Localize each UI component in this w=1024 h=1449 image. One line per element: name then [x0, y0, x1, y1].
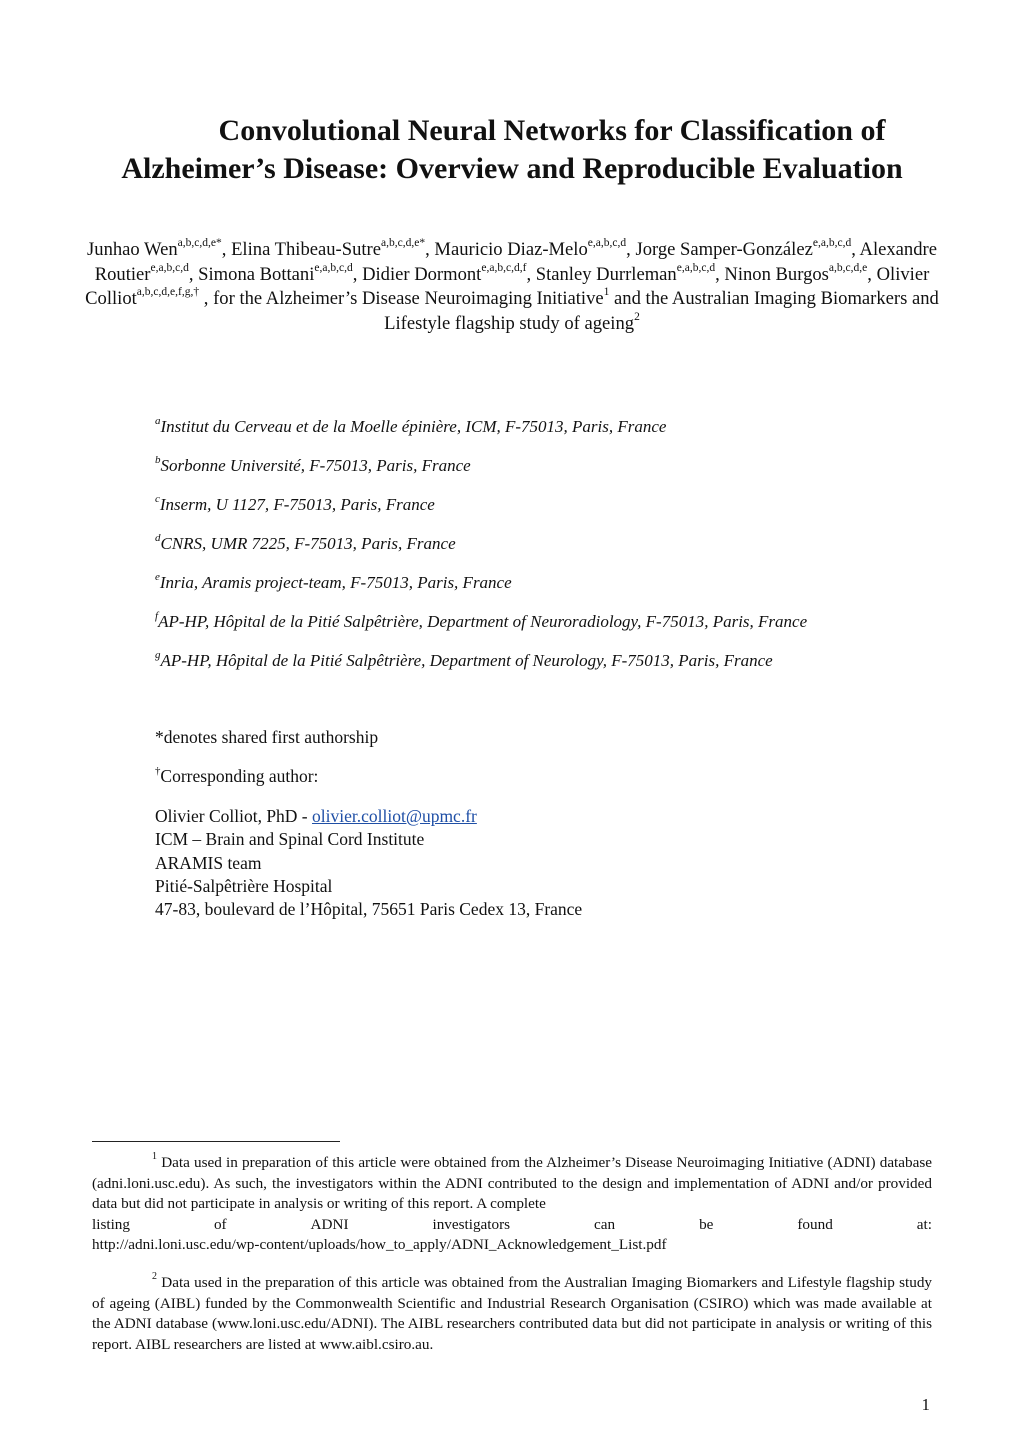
footnote-1-spread-line: listing of ADNI investigators can be found at: — [92, 1215, 932, 1233]
contact-line: 47-83, boulevard de l’Hôpital, 75651 Paris Cedex 13, France — [155, 899, 583, 920]
page-number: 1 — [921, 1395, 930, 1414]
author: Mauricio Diaz-Melo$^{e,a,b,c,d}$, — [434, 237, 636, 260]
footnote-separator — [92, 1141, 340, 1142]
author-list — [84, 238, 940, 336]
author: Olivier Colliot$^{a,b,c,d,e,f,g,\dagger}$ , — [85, 263, 930, 309]
author: Ninon Burgos$^{a,b,c,d,e}$, — [724, 261, 877, 285]
contact-name-line: Olivier Colliot, PhD - olivier.colliot@upmc.fr — [155, 806, 477, 826]
footnote-2-text: $^2$ Data used in the preparation of this article was obtained from the Australian Imaging Biomarkers and Lifestyle flagship study of ageing (AIBL) funded by the Commonwealth Scientific and Industrial Research Organisation (CSIRO) which was made available at the ADNI database (www.loni.usc.edu/ADNI). The AIBL researchers contributed data but did not participate in analysis or writing of this report. AIBL researchers are listed at www.aibl.csiro.au. — [92, 1271, 933, 1353]
affiliation: $^a$Institut du Cerveau et de la Moelle épinière, ICM, F-75013, Paris, France — [155, 414, 667, 436]
author: Stanley Durrleman$^{e,a,b,c,d}$, — [535, 261, 725, 285]
footnote-1-text: $^1$ Data used in preparation of this article were obtained from the Alzheimer’s Disease Neuroimaging Initiative (ADNI) database (adni.loni.usc.edu). As such, the investigators within the ADNI contributed to the design and implementation of ADNI and/or provided data but did not participate in analysis or writing of this report. A complete — [92, 1151, 933, 1212]
affiliation: $^g$AP-HP, Hôpital de la Pitié Salpêtrière, Department of Neurology, F-75013, Paris, France — [155, 648, 773, 670]
author: Simona Bottani$^{e,a,b,c,d}$, — [198, 261, 363, 285]
author: Didier Dormont$^{e,a,b,c,d,f}$, — [362, 261, 536, 285]
title-line-1: Convolutional Neural Networks for Classification of — [218, 114, 886, 147]
corresponding-author-label: †Corresponding author: — [155, 764, 319, 786]
contact-line: ICM – Brain and Spinal Cord Institute — [155, 829, 425, 850]
author: Elina Thibeau-Sutre$^{a,b,c,d,e*}$, — [231, 237, 435, 260]
affiliation: $^e$Inria, Aramis project-team, F-75013, Paris, France — [155, 570, 512, 592]
contact-block — [155, 805, 582, 921]
footnote-1 — [92, 1153, 932, 1256]
shared-authorship-note: *denotes shared first authorship — [155, 727, 379, 747]
title-line-2: Alzheimer’s Disease: Overview and Reproducible Evaluation — [121, 152, 903, 185]
paper-title — [60, 112, 964, 188]
affiliation: $^d$CNRS, UMR 7225, F-75013, Paris, France — [155, 531, 456, 553]
author: Junhao Wen$^{a,b,c,d,e*}$, — [87, 237, 232, 260]
author: Alexandre Routier$^{e,a,b,c,d}$, — [94, 239, 937, 285]
email-link[interactable]: olivier.colliot@upmc.fr — [312, 806, 477, 826]
footnote-2 — [92, 1273, 932, 1355]
affiliation: $^c$Inserm, U 1127, F-75013, Paris, France — [155, 492, 435, 514]
affiliation: $^f$AP-HP, Hôpital de la Pitié Salpêtrière, Department of Neuroradiology, F-75013, Paris, France — [155, 609, 808, 631]
footnote-1-url: http://adni.loni.usc.edu/wp-content/uploads/how_to_apply/ADNI_Acknowledgement_List.pdf — [92, 1236, 667, 1253]
contact-line: ARAMIS team — [155, 852, 262, 873]
consortium-credit: for the Alzheimer’s Disease Neuroimaging Initiative$^1$ and the Australian Imaging Biomarkers and Lifestyle flagship study of ageing$^2$ — [213, 286, 939, 334]
contact-line: Pitié-Salpêtrière Hospital — [155, 875, 333, 896]
author: Jorge Samper-González$^{e,a,b,c,d}$, — [635, 237, 860, 260]
affiliation: $^b$Sorbonne Université, F-75013, Paris, France — [155, 453, 471, 475]
